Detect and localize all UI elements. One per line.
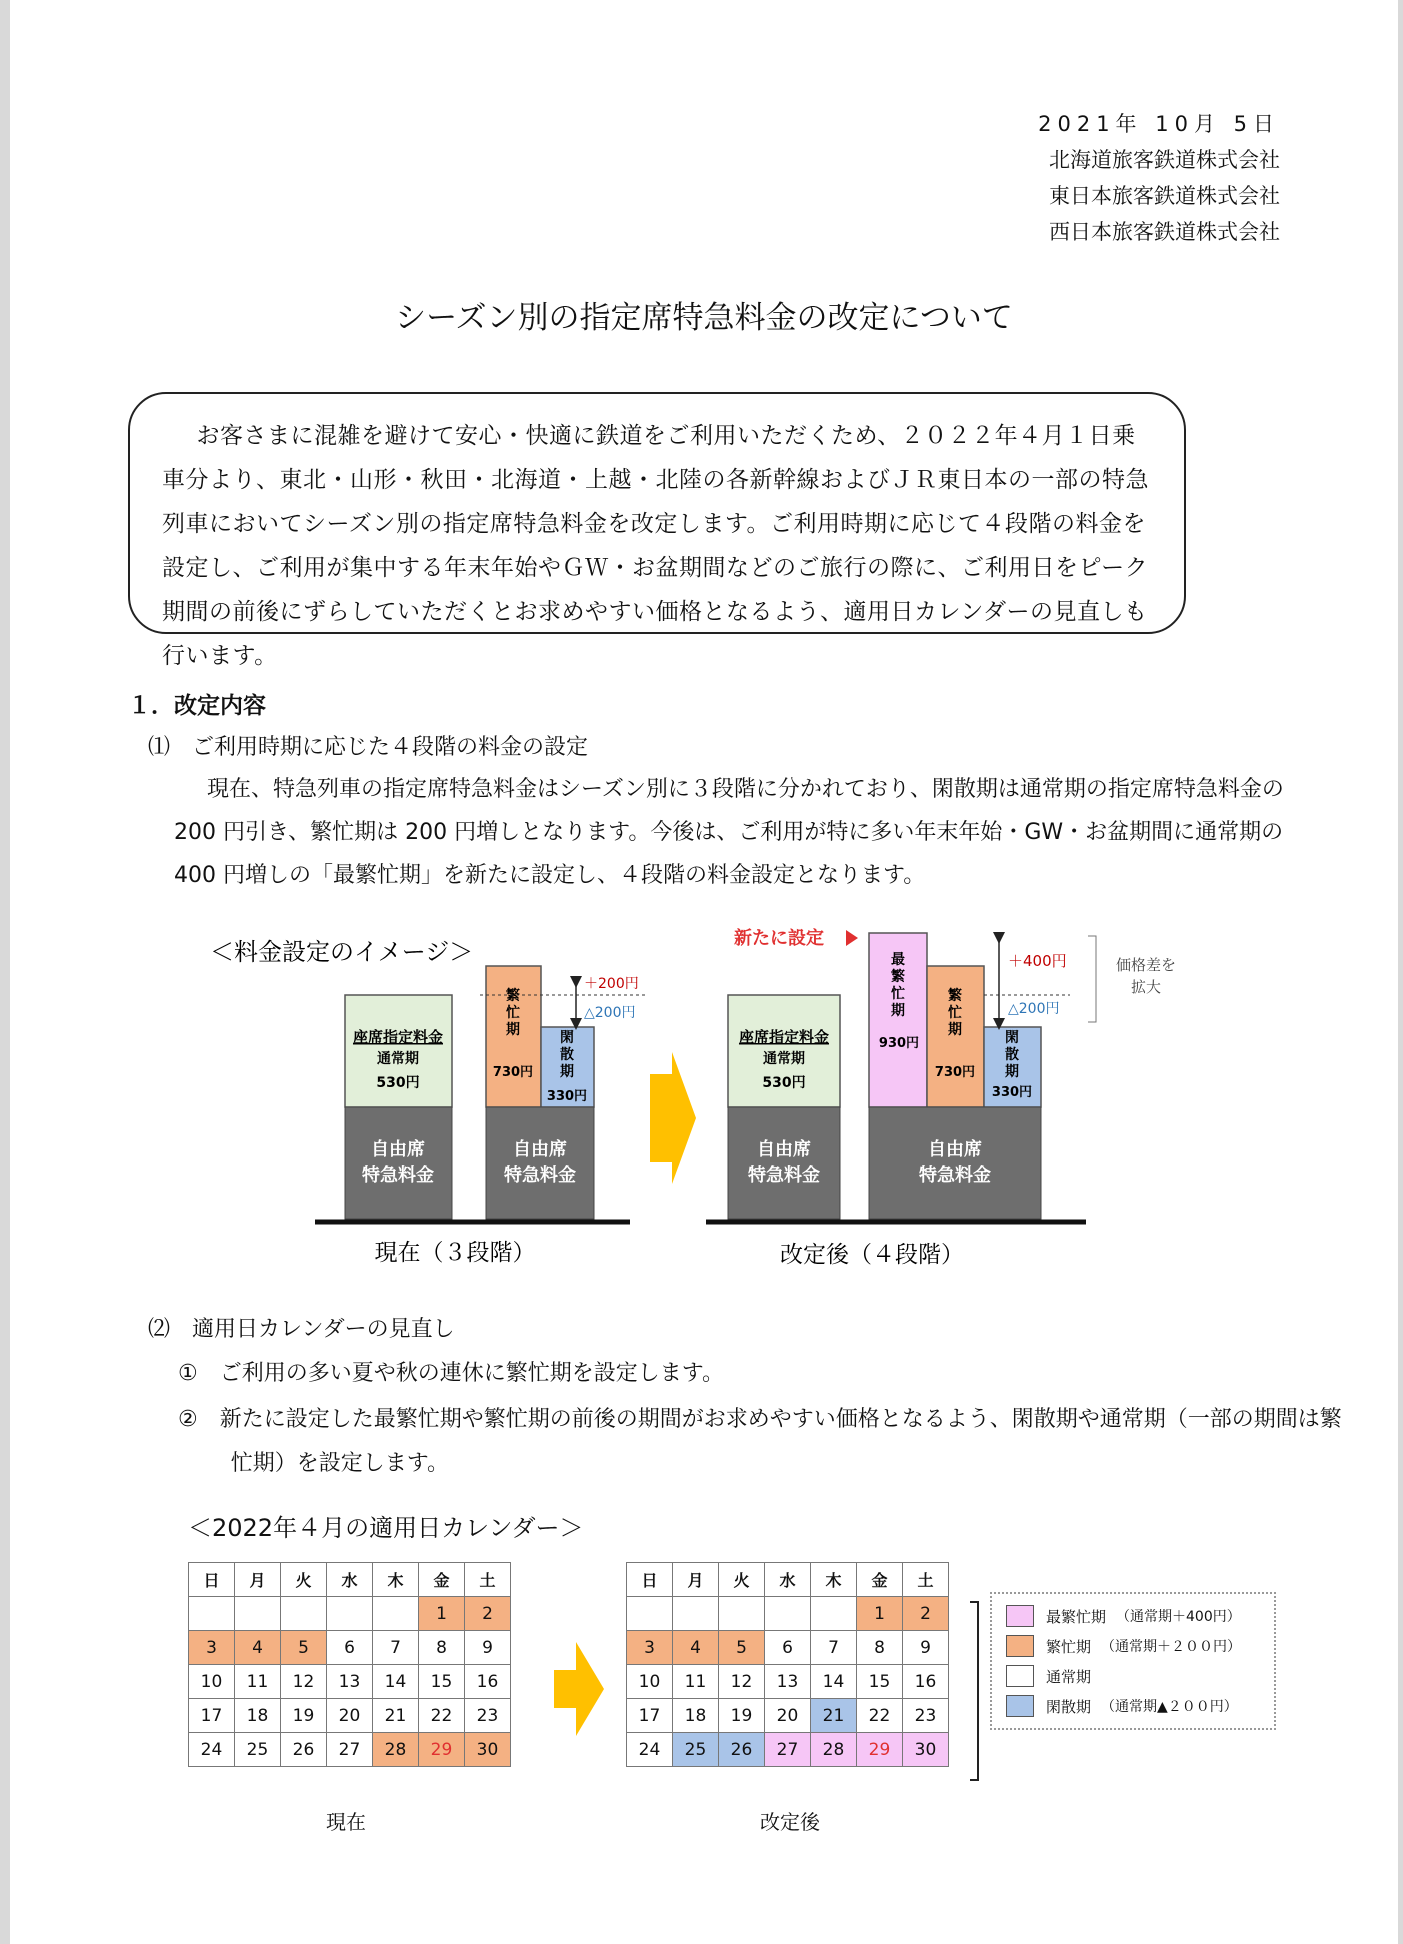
calendar-day: 11 (235, 1665, 281, 1699)
calendar-day: 23 (903, 1699, 949, 1733)
calendar-day (189, 1597, 235, 1631)
weekday-header: 日 (189, 1563, 235, 1597)
weekday-header: 金 (857, 1563, 903, 1597)
after-base-left (728, 1107, 840, 1219)
legend-note: （通常期＋２００円） (1101, 1639, 1242, 1655)
calendar-day: 17 (189, 1699, 235, 1733)
calendar-day: 25 (235, 1733, 281, 1767)
calendar-day: 16 (465, 1665, 511, 1699)
calendar-day: 8 (419, 1631, 465, 1665)
current-minus200: △200円 (584, 1005, 636, 1021)
calendar-day: 10 (627, 1665, 673, 1699)
current-base-right (486, 1107, 594, 1219)
calendar-day: 15 (857, 1665, 903, 1699)
calendar-day (327, 1597, 373, 1631)
calendar-day: 28 (811, 1733, 857, 1767)
calendar-day: 26 (281, 1733, 327, 1767)
calendar-legend (990, 1592, 1276, 1730)
weekday-header: 木 (373, 1563, 419, 1597)
item-1: ① ご利用の多い夏や秋の連休に繁忙期を設定します。 (178, 1361, 724, 1386)
calendar-day: 4 (673, 1631, 719, 1665)
legend-label: 通常期 (1046, 1667, 1092, 1686)
after-minus200: △200円 (1008, 1001, 1060, 1017)
after-base-right (869, 1107, 1041, 1219)
legend-swatch (1006, 1635, 1034, 1657)
current-busy-label: 繁忙期 (506, 988, 520, 1038)
weekday-header: 金 (419, 1563, 465, 1597)
current-base-right-label: 自由席特急料金 (504, 1139, 576, 1186)
legend-label: 閑散期 (1046, 1697, 1092, 1716)
after-base-left-label: 自由席特急料金 (748, 1139, 820, 1186)
calendar-day: 22 (857, 1699, 903, 1733)
legend-item (1006, 1664, 1101, 1688)
after-busy-label: 繁忙期 (948, 988, 962, 1038)
company-east: 東日本旅客鉄道株式会社 (1049, 184, 1280, 208)
calendar-day: 10 (189, 1665, 235, 1699)
calendar-day: 4 (235, 1631, 281, 1665)
weekday-header: 水 (327, 1563, 373, 1597)
current-busy-price: 730円 (492, 1065, 534, 1080)
calendar-after (626, 1562, 949, 1767)
calendar-day: 6 (765, 1631, 811, 1665)
bracket-note: 価格差を拡大 (1115, 956, 1177, 996)
header-block (1038, 106, 1280, 250)
calendar-day: 13 (765, 1665, 811, 1699)
calendar-day: 28 (373, 1733, 419, 1767)
after-busy-price: 730円 (934, 1065, 976, 1080)
calendar-day: 21 (373, 1699, 419, 1733)
calendar-day: 2 (903, 1597, 949, 1631)
intro-box (128, 392, 1186, 669)
new-setting-label: 新たに設定 (734, 928, 824, 949)
weekday-header: 木 (811, 1563, 857, 1597)
document-page (10, 0, 1398, 1944)
legend-label: 繁忙期 (1046, 1637, 1092, 1656)
calendar-day: 1 (419, 1597, 465, 1631)
calendar-day: 3 (627, 1631, 673, 1665)
intro-text: お客さまに混雑を避けて安心・快適に鉄道をご利用いただくため、２０２２年４月１日乗車分より、東北・山形・秋田・北海道・上越・北陸の各新幹線およびＪＲ東日本の一部の特急列車においてシーズン別の指定席特急料金を改定します。ご利用時期に応じて４段階の料金を設定し、ご利用が集中する年末年始やＧＷ・お盆期間などのご旅行の際に、ご利用日をピーク期間の前後にずらしていただくとお求めやすい価格となるよう、適用日カレンダーの見直しも行います。 (162, 423, 1149, 669)
legend-swatch (1006, 1695, 1034, 1717)
weekday-header: 日 (627, 1563, 673, 1597)
calendar-day: 27 (765, 1733, 811, 1767)
legend-note: （通常期＋400円） (1116, 1609, 1241, 1625)
calendar-day: 20 (765, 1699, 811, 1733)
after-caption: 改定後（４段階） (780, 1242, 964, 1268)
company-west: 西日本旅客鉄道株式会社 (1049, 220, 1280, 244)
calendar-day: 27 (327, 1733, 373, 1767)
after-peak-label: 最繁忙期 (891, 952, 905, 1019)
calendar-day: 30 (903, 1733, 949, 1767)
subsection-1: ⑴ ご利用時期に応じた４段階の料金の設定 (148, 735, 589, 760)
calendar-day: 15 (419, 1665, 465, 1699)
legend-note: （通常期▲２００円） (1101, 1699, 1238, 1715)
calendar-day: 7 (811, 1631, 857, 1665)
calendar-day: 29 (857, 1733, 903, 1767)
after-normal-label: 通常期 (763, 1051, 805, 1067)
calendar-day: 1 (857, 1597, 903, 1631)
new-setting-marker (846, 930, 858, 946)
calendar-day (719, 1597, 765, 1631)
calendar-day: 17 (627, 1699, 673, 1733)
calendar-day: 5 (281, 1631, 327, 1665)
calendar-bracket (968, 1600, 986, 1784)
calendar-current-label: 現在 (326, 1810, 366, 1834)
calendar-day: 13 (327, 1665, 373, 1699)
calendar-day: 22 (419, 1699, 465, 1733)
current-offpeak-label: 閑散期 (560, 1030, 574, 1080)
current-chart (315, 966, 646, 1266)
current-offpeak-price: 330円 (546, 1089, 588, 1104)
after-seat-fee-label: 座席指定料金 (738, 1028, 830, 1046)
transition-arrow (650, 1052, 696, 1184)
calendar-day: 23 (465, 1699, 511, 1733)
calendar-day: 9 (903, 1631, 949, 1665)
calendar-day: 18 (235, 1699, 281, 1733)
calendar-day: 12 (281, 1665, 327, 1699)
calendar-day (281, 1597, 327, 1631)
calendar-day: 29 (419, 1733, 465, 1767)
calendar-after-label: 改定後 (760, 1810, 820, 1834)
legend-swatch (1006, 1665, 1034, 1687)
calendar-day: 12 (719, 1665, 765, 1699)
calendar-caption: ＜2022年４月の適用日カレンダー＞ (188, 1514, 584, 1542)
current-normal-label: 通常期 (377, 1051, 419, 1067)
calendar-day: 14 (811, 1665, 857, 1699)
calendar-day: 19 (719, 1699, 765, 1733)
current-normal-price: 530円 (376, 1075, 420, 1091)
calendar-day (627, 1597, 673, 1631)
current-seat-fee-label: 座席指定料金 (352, 1028, 444, 1046)
calendar-day (373, 1597, 419, 1631)
after-chart (706, 927, 1176, 1268)
calendar-day (673, 1597, 719, 1631)
after-offpeak-label: 閑散期 (1005, 1030, 1019, 1080)
calendar-day: 20 (327, 1699, 373, 1733)
current-plus200: ＋200円 (584, 976, 639, 992)
page-title: シーズン別の指定席特急料金の改定について (395, 300, 1013, 336)
calendar-day: 25 (673, 1733, 719, 1767)
subsection-1-text: 現在、特急列車の指定席特急料金はシーズン別に３段階に分かれており、閑散期は通常期の指定席特急料金の 200 円引き、繁忙期は 200 円増しとなります。今後は、ご利用が特に多い年末年始・GW・お盆期間に通常期の 400 円増しの「最繁忙期」を新たに設定し、４段階の料金設定となります。 (174, 777, 1284, 888)
weekday-header: 月 (673, 1563, 719, 1597)
calendar-day: 8 (857, 1631, 903, 1665)
current-base-left (345, 1107, 452, 1219)
legend-item (1006, 1634, 1241, 1658)
legend-label: 最繁忙期 (1046, 1607, 1107, 1626)
legend-item (1006, 1694, 1238, 1718)
company-hokkaido: 北海道旅客鉄道株式会社 (1049, 148, 1280, 172)
weekday-header: 火 (719, 1563, 765, 1597)
calendar-day: 3 (189, 1631, 235, 1665)
weekday-header: 水 (765, 1563, 811, 1597)
subsection-2: ⑵ 適用日カレンダーの見直し (148, 1317, 455, 1342)
weekday-header: 土 (903, 1563, 949, 1597)
section-heading: １．改定内容 (128, 693, 266, 719)
calendar-day: 2 (465, 1597, 511, 1631)
after-base-right-label: 自由席特急料金 (919, 1139, 991, 1186)
calendar-day: 16 (903, 1665, 949, 1699)
calendar-day (765, 1597, 811, 1631)
bracket (1088, 936, 1096, 1022)
calendar-day: 24 (189, 1733, 235, 1767)
legend-swatch (1006, 1605, 1034, 1627)
calendar-day: 7 (373, 1631, 419, 1665)
calendar-day: 6 (327, 1631, 373, 1665)
item-2: ② 新たに設定した最繁忙期や繁忙期の前後の期間がお求めやすい価格となるよう、閑散期や通常期（一部の期間は繁忙期）を設定します。 (178, 1407, 1342, 1476)
diagram-caption: ＜料金設定のイメージ＞ (210, 938, 474, 966)
after-offpeak-price: 330円 (991, 1085, 1033, 1100)
calendar-day: 18 (673, 1699, 719, 1733)
legend-item (1006, 1604, 1241, 1628)
weekday-header: 土 (465, 1563, 511, 1597)
calendar-day: 9 (465, 1631, 511, 1665)
calendar-day (235, 1597, 281, 1631)
calendar-day: 5 (719, 1631, 765, 1665)
fee-diagram (10, 900, 1398, 1280)
calendar-day: 30 (465, 1733, 511, 1767)
date: 2021年 10月 5日 (1038, 112, 1280, 136)
calendar-arrow (554, 1634, 610, 1744)
calendar-day: 19 (281, 1699, 327, 1733)
calendar-day: 21 (811, 1699, 857, 1733)
current-base-left-label: 自由席特急料金 (362, 1139, 434, 1186)
calendar-day (811, 1597, 857, 1631)
calendar-current (188, 1562, 511, 1767)
weekday-header: 月 (235, 1563, 281, 1597)
after-peak-price: 930円 (878, 1036, 920, 1051)
after-normal-price: 530円 (762, 1075, 806, 1091)
calendar-day: 24 (627, 1733, 673, 1767)
calendar-day: 26 (719, 1733, 765, 1767)
current-caption: 現在（３段階） (374, 1240, 536, 1266)
calendar-day: 14 (373, 1665, 419, 1699)
after-plus400: ＋400円 (1008, 952, 1067, 970)
calendar-day: 11 (673, 1665, 719, 1699)
weekday-header: 火 (281, 1563, 327, 1597)
